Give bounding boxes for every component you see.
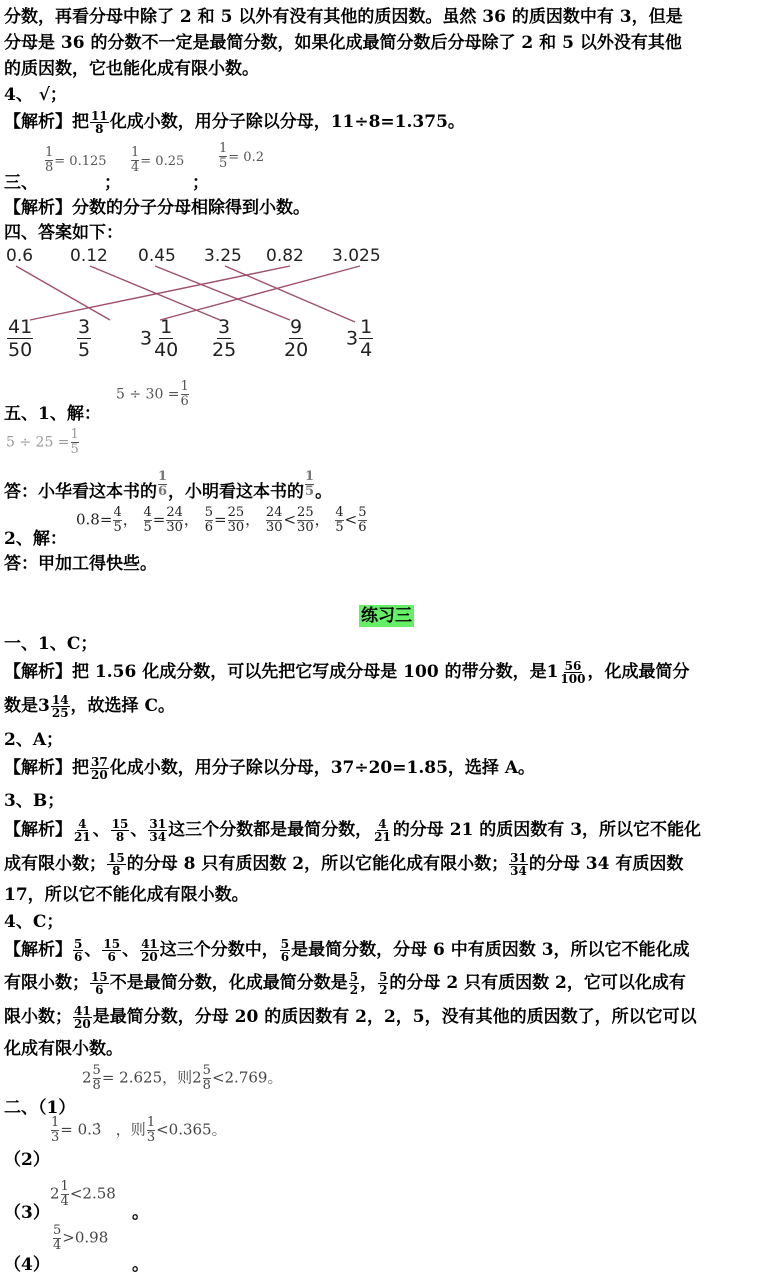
match-line (90, 266, 220, 320)
separator: ； (104, 173, 121, 193)
equation-1-4: $\frac{1}{4}$ = 0.25 (131, 145, 185, 175)
equation: 5 ÷ 30 = $\frac{1}{6}$ (116, 379, 189, 409)
top-value: 0.12 (70, 246, 108, 266)
analysis-line: 成有限小数； $\frac{15}{8}$ 的分母 8 只有质因数 2，所以它能化成有限小数； $\frac{31}{34}$ 的分母 34 有质因数 (4, 851, 684, 878)
comparison-1: 2 $\frac{5}{8}$ = 2.625，则2 $\frac{5}{8}$ <2.769。 (82, 1063, 283, 1093)
analysis-line: 【解析】分数的分子分母相除得到小数。 (4, 198, 310, 218)
item-label: （3） (4, 1203, 50, 1223)
analysis-line: 【解析】把 $\frac{37}{20}$ 化成小数，用分子除以分母，37÷20=1.85，选择 A。 (4, 755, 536, 782)
analysis-text: 化成小数，用分子除以分母，11÷8=1.375。 (109, 112, 465, 132)
item-label: （2） (4, 1150, 50, 1170)
answer-line: 答：甲加工得快些。 (4, 554, 157, 574)
equation: 5 ÷ 25 = $\frac{1}{5}$ (6, 427, 79, 457)
equation-1-8: $\frac{1}{8}$ = 0.125 (45, 145, 107, 175)
comparison-4: $\frac{5}{4}$ >0.98 (53, 1223, 109, 1253)
section-3-label: 三、 (4, 173, 38, 193)
analysis-line: 【解析】把 1.56 化成分数，可以先把它写成分母是 100 的带分数，是1 $\frac{56}{100}$ ，化成最简分 (4, 659, 690, 686)
separator: ； (192, 173, 209, 193)
match-line (155, 266, 290, 320)
bottom-value: $\frac{3}{25}$ (212, 316, 237, 361)
text-line: 的质因数，它也能化成有限小数。 (4, 59, 259, 79)
section-5-label: 五、1、解： (4, 404, 101, 424)
analysis-line: 【解析】 $\frac{4}{21}$ 、 $\frac{15}{8}$ 、 $\frac{31}{34}$ 这三个分数都是最简分数， $\frac{4}{21}$ 的分母 21 的质因数有 3，所以它不能化 (4, 817, 702, 844)
part-2-label: 二、（1） (4, 1098, 76, 1118)
top-value: 0.6 (6, 246, 34, 266)
comparison-3: 2 $\frac{1}{4}$ <2.58 (50, 1179, 116, 1209)
bottom-value: 3 $\frac{1}{40}$ (140, 316, 179, 361)
analysis-line: 限小数； $\frac{41}{20}$ 是最简分数，分母 20 的质因数有 2，2，5，没有其他的质因数了，所以它可以 (4, 1004, 697, 1031)
match-line (16, 266, 110, 320)
item-label: （4） (4, 1255, 50, 1275)
section-4-label: 四、答案如下： (4, 223, 123, 243)
analysis-line: 【解析】 $\frac{5}{6}$ 、 $\frac{15}{6}$ 、 $\frac{41}{20}$ 这三个分数中， $\frac{5}{6}$ 是最简分数，分母 6 中有质因数 3，所以它不能化成 (4, 937, 690, 964)
match-line (30, 266, 290, 320)
matching-lines (0, 0, 782, 420)
analysis-line: 有限小数； $\frac{15}{6}$ 不是最简分数，化成最简分数是 $\frac{5}{2}$ ， $\frac{5}{2}$ 的分母 2 只有质因数 2，它可以化成有 (4, 970, 686, 997)
bottom-value: $\frac{3}{5}$ (78, 316, 91, 361)
bottom-value: 3 $\frac{1}{4}$ (346, 316, 373, 361)
match-line (225, 266, 355, 322)
answer-line: 答：小华看这本书的 $\frac{1}{6}$ ，小明看这本书的 $\frac{1}{5}$ 。 (4, 469, 333, 502)
text-line: 分数，再看分母中除了 2 和 5 以外有没有其他的质因数。虽然 36 的质因数中有 3，但是 (4, 7, 683, 27)
answer-4: 4、C； (4, 912, 64, 932)
top-value: 0.45 (138, 246, 176, 266)
answer-4: 4、 √； (4, 85, 67, 105)
analysis-line: 【解析】把 $\frac{11}{8}$ 化成小数，用分子除以分母，11÷8=1.375。 (4, 109, 465, 136)
top-value: 0.82 (266, 246, 304, 266)
top-value: 3.025 (332, 246, 381, 266)
equation-1-5: $\frac{1}{5}$ = 0.2 (219, 141, 264, 171)
period: 。 (132, 1255, 149, 1275)
analysis-line: 化成有限小数。 (4, 1039, 123, 1059)
analysis-label: 【解析】把 (4, 112, 89, 132)
answer-3: 3、B； (4, 791, 65, 811)
section-title-highlight: 练习三 (361, 606, 412, 626)
comparison-2: $\frac{1}{3}$ = 0.3̇ ，则 $\frac{1}{3}$ <0.365。 (51, 1115, 227, 1145)
answer-1: 一、1、C； (4, 634, 98, 654)
part-2-label: 2、解： (4, 529, 67, 549)
period: 。 (132, 1203, 149, 1223)
text-line: 分母是 36 的分数不一定是最简分数，如果化成最简分数后分母除了 2 和 5 以外没有其他 (4, 33, 682, 53)
answer-2: 2、A； (4, 730, 64, 750)
bottom-value: $\frac{41}{50}$ (8, 316, 33, 361)
comparison-equation: 0.8= $\frac{4}{5}$ ， $\frac{4}{5}$ = $\frac{24}{30}$ ， $\frac{5}{6}$ = $\frac{25}{30}$ ， $\frac{24}{30}$ < $\frac{25}{30}$ ， $\frac{4}{5}$ < $\frac{5}{6}$ (76, 505, 367, 535)
top-value: 3.25 (204, 246, 242, 266)
analysis-line: 17，所以它不能化成有限小数。 (4, 885, 249, 905)
bottom-value: $\frac{9}{20}$ (284, 316, 309, 361)
analysis-line: 数是3 $\frac{14}{25}$ ，故选择 C。 (4, 693, 175, 720)
